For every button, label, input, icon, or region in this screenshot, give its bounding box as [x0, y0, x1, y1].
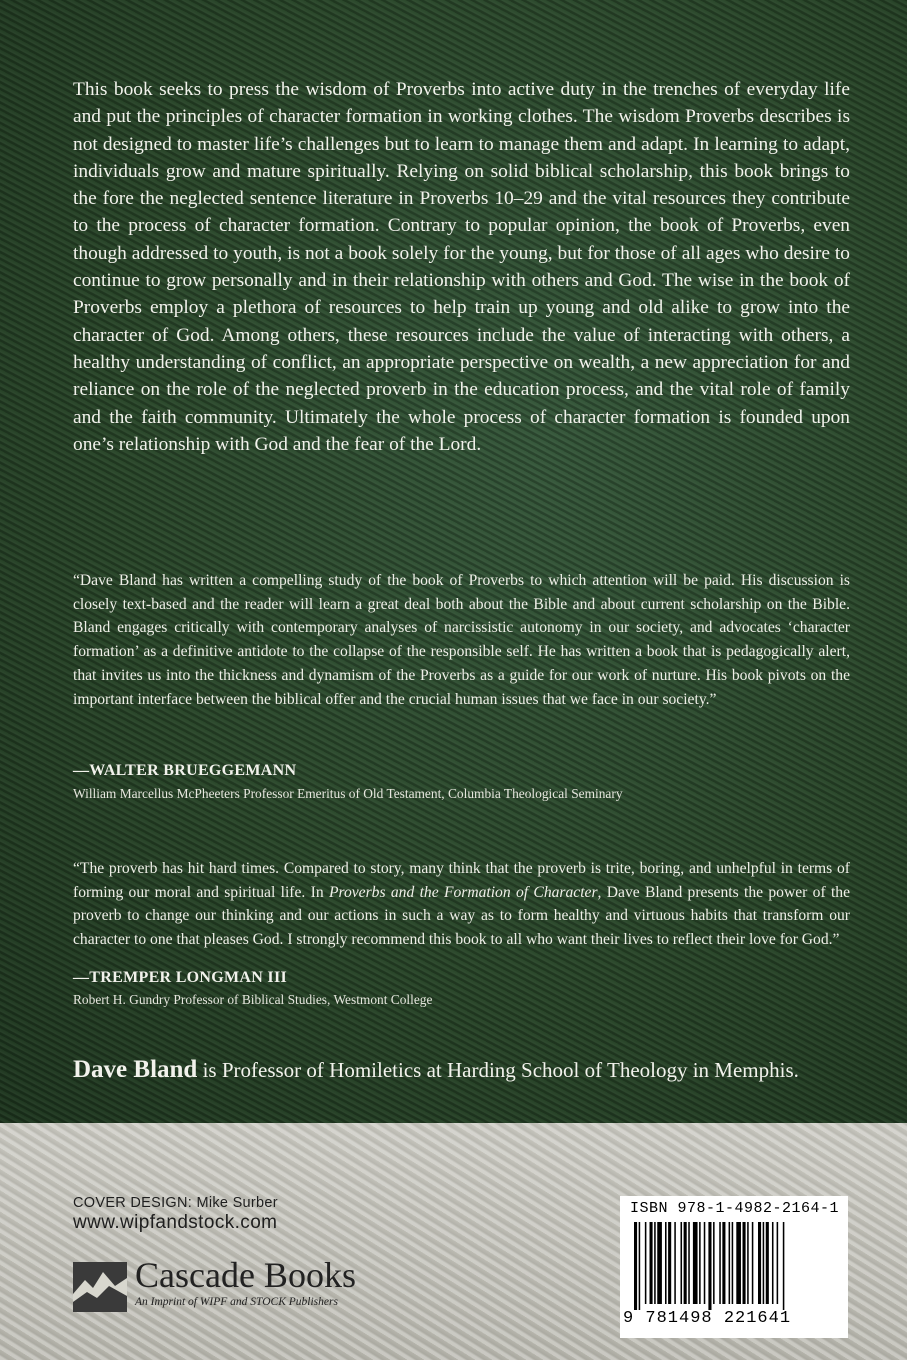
barcode-digits: 9 781498 221641	[623, 1309, 792, 1328]
barcode-box	[620, 1196, 848, 1338]
publisher-logo	[73, 1255, 403, 1318]
endorser-title-1: William Marcellus McPheeters Professor Emeritus of Old Testament, Columbia Theological Seminary	[73, 786, 623, 801]
endorsement-quote-2	[73, 857, 850, 952]
barcode-icon	[634, 1222, 834, 1310]
author-bio	[73, 1056, 799, 1084]
publisher-website: www.wipfandstock.com	[73, 1212, 278, 1233]
quote-2-book-title: Proverbs and the Formation of Character	[328, 883, 598, 901]
mountain-logo-icon	[73, 1262, 127, 1312]
publisher-imprint: An Imprint of WIPF and STOCK Publishers	[135, 1296, 338, 1308]
publisher-name: Cascade Books	[135, 1255, 356, 1295]
author-bio-text: is Professor of Homiletics at Harding School of Theology in Memphis.	[197, 1058, 799, 1082]
book-description: This book seeks to press the wisdom of Proverbs into active duty in the trenches of everyday life and put the principles of character formation in working clothes. The wisdom Proverbs describes is not designed to master life’s challenges but to learn to manage them and adapt. In learning to adapt, individuals grow and mature spiritually. Relying on solid biblical scholarship, this book brings to the fore the neglected sentence literature in Proverbs 10–29 and the vital resources they contribute to the process of character formation. Contrary to popular opinion, the book of Proverbs, even though addressed to youth, is not a book solely for the young, but for those of all ages who desire to continue to grow personally and in their relationship with others and God. The wise in the book of Proverbs employ a plethora of resources to help train up young and old alike to grow into the character of God. Among others, these resources include the value of interacting with others, a healthy understanding of conflict, an appropriate perspective on wealth, a new appreciation for and reliance on the role of the neglected proverb in the education process, and the vital role of family and the faith community. Ultimately the whole process of character formation is founded upon one’s relationship with God and the fear of the Lord.	[73, 79, 850, 455]
endorsement-quote-1: “Dave Bland has written a compelling study of the book of Proverbs to which attention will be paid. His discussion is closely text-based and the reader will learn a great deal both about the Bible and about current scholarship on the Bible. Bland engages critically with contemporary analyses of narcissistic autonomy in our society, and advocates ‘character formation’ as a definitive antidote to the collapse of the responsible self. He has written a book that is pedagogically alert, that invites us into the thickness and dynamism of the Proverbs as a guide for our work of nurture. His book pivots on the important interface between the biblical offer and the crucial human issues that we face in our society.”	[73, 572, 850, 708]
endorser-name-1: —WALTER BRUEGGEMANN	[73, 762, 297, 779]
endorser-name-2: —TREMPER LONGMAN III	[73, 969, 288, 986]
cover-design-credit: COVER DESIGN: Mike Surber	[73, 1195, 278, 1211]
quote-2-part-1: “The proverb has hit hard times. Compared to story, many think that the proverb is trite, boring, and unhelpful in terms of forming our moral and spiritual life. In	[73, 860, 850, 901]
author-name: Dave Bland	[73, 1056, 198, 1083]
isbn-label: ISBN 978-1-4982-2164-1	[630, 1200, 840, 1217]
endorser-title-2: Robert H. Gundry Professor of Biblical Studies, Westmont College	[73, 992, 433, 1007]
quote-2-part-2: , Dave Bland presents the power of the proverb to change our thinking and our actions in such a way as to form healthy and virtuous habits that transform our character to one that pleases God. I strongly recommend this book to all who want their lives to reflect their love for God.”	[73, 883, 851, 949]
